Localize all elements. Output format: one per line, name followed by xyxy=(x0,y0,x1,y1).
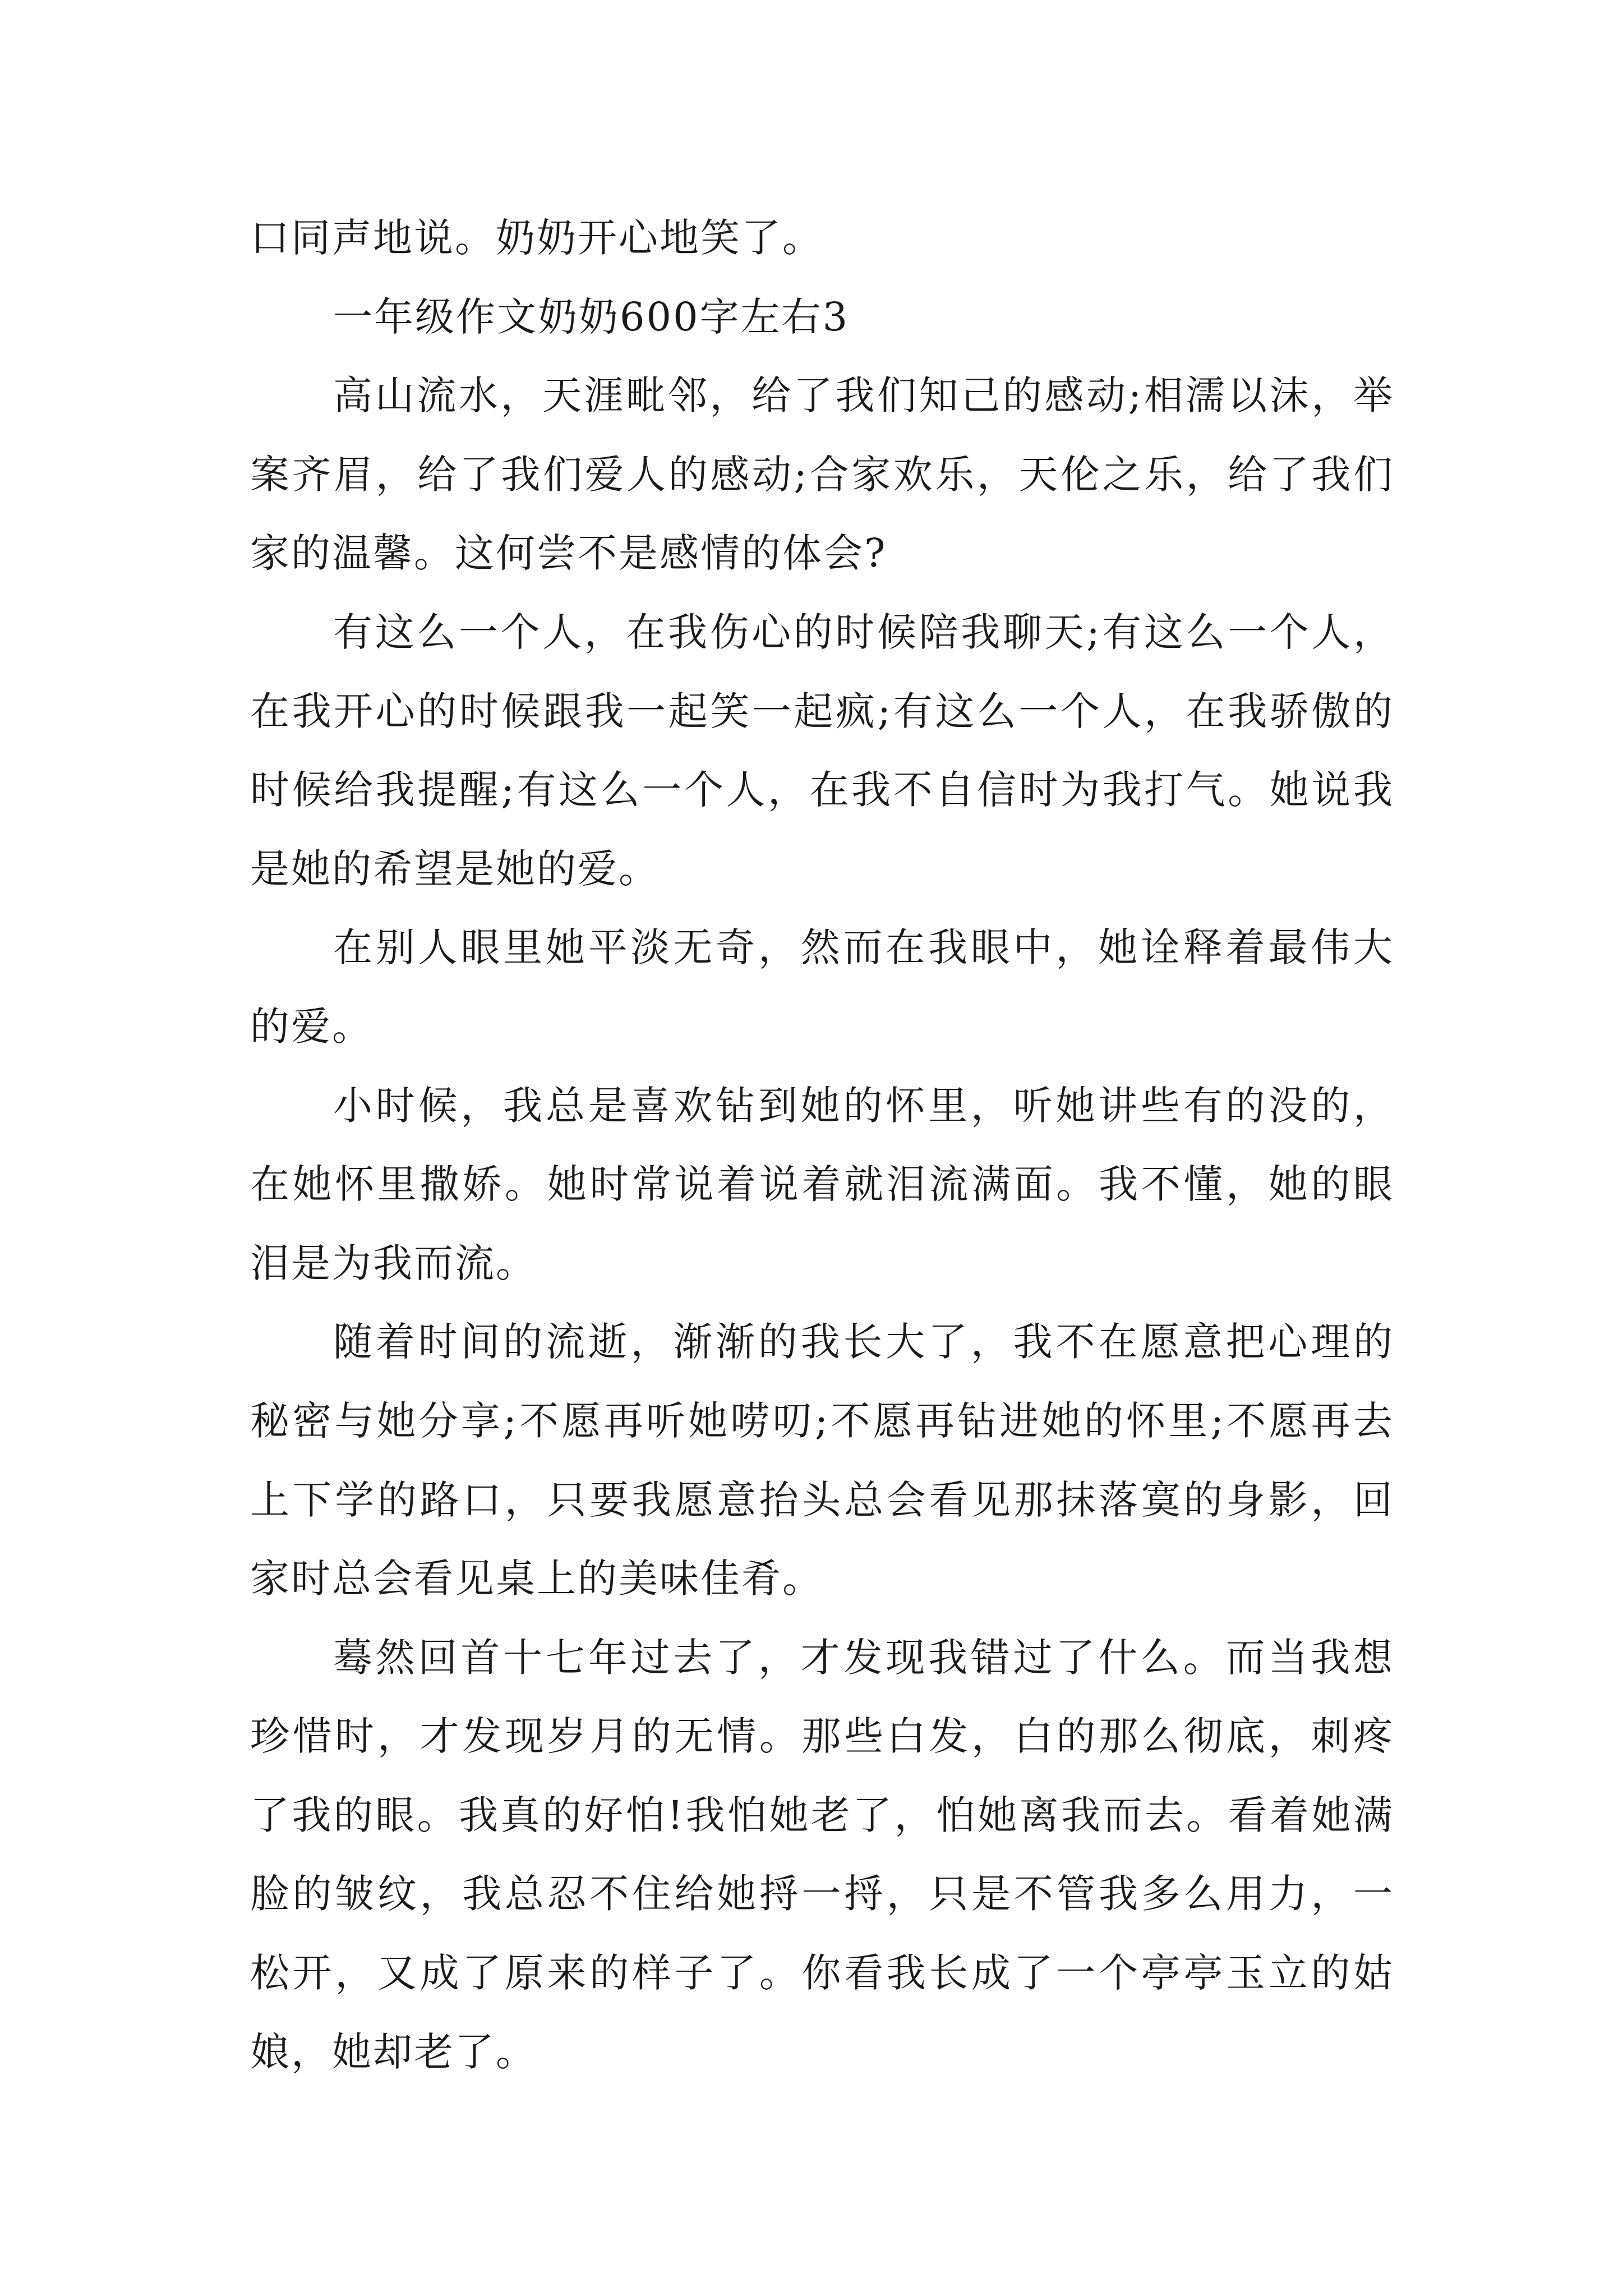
paragraph: 小时候，我总是喜欢钻到她的怀里，听她讲些有的没的，在她怀里撒娇。她时常说着说着就泪流满面。我不懂，她的眼泪是为我而流。 xyxy=(250,1082,1394,1286)
paragraph: 有这么一个人，在我伤心的时候陪我聊天;有这么一个人，在我开心的时候跟我一起笑一起疯;有这么一个人，在我骄傲的时候给我提醒;有这么一个人，在我不自信时为我打气。她说我是她的希望是她的爱。 xyxy=(250,609,1394,892)
paragraph: 在别人眼里她平淡无奇，然而在我眼中，她诠释着最伟大的爱。 xyxy=(250,924,1394,1050)
paragraph: 高山流水，天涯毗邻，给了我们知己的感动;相濡以沫，举案齐眉，给了我们爱人的感动;合家欢乐，天伦之乐，给了我们家的温馨。这何尝不是感情的体会? xyxy=(250,372,1394,577)
section-heading: 一年级作文奶奶600字左右3 xyxy=(333,293,850,340)
paragraph-continued: 口同声地说。奶奶开心地笑了。 xyxy=(250,215,823,261)
paragraph: 随着时间的流逝，渐渐的我长大了，我不在愿意把心理的秘密与她分享;不愿再听她唠叨;不愿再钻进她的怀里;不愿再去上下学的路口，只要我愿意抬头总会看见那抹落寞的身影，回家时总会看见桌上的美味佳肴。 xyxy=(250,1319,1394,1602)
paragraph: 蓦然回首十七年过去了，才发现我错过了什么。而当我想珍惜时，才发现岁月的无情。那些白发，白的那么彻底，刺疼了我的眼。我真的好怕!我怕她老了，怕她离我而去。看着她满脸的皱纹，我总忍不住给她捋一捋，只是不管我多么用力，一松开，又成了原来的样子了。你看我长成了一个亭亭玉立的姑娘，她却老了。 xyxy=(250,1634,1394,2075)
document-body xyxy=(250,199,1394,2091)
